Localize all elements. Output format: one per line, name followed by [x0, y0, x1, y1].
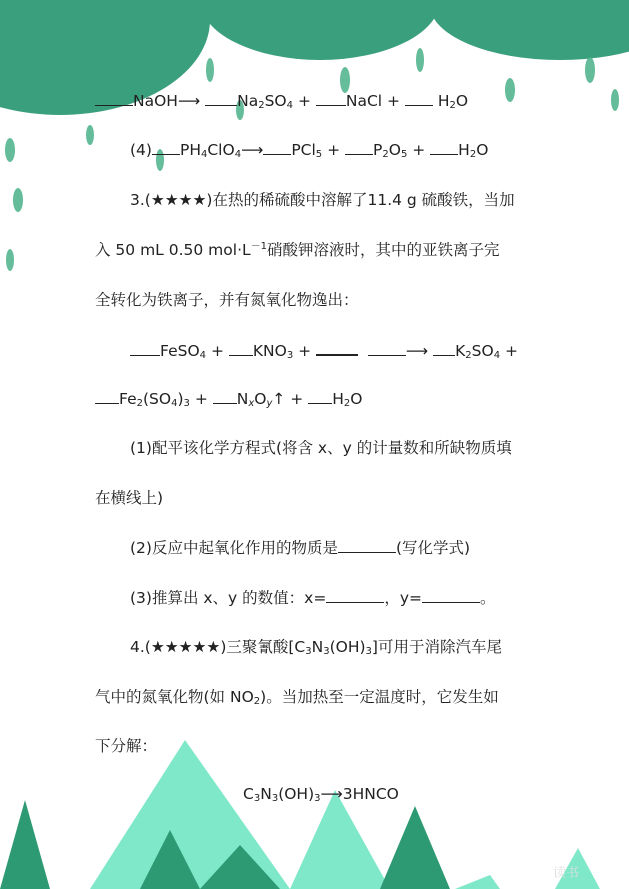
sub-question-1-cont: 在横线上)	[95, 489, 164, 507]
question-4-text: 4.(★★★★★)三聚氰酸$[C_3N_3(OH)_3]$可用于消除汽车尾	[130, 638, 502, 657]
question-4-text-2: 气中的氮氧化物(如 $NO_2$)。当加热至一定温度时，它发生如	[95, 688, 499, 707]
equation-decomposition: $C_3N_3(OH)_3⟶3HNCO$	[243, 785, 399, 804]
question-4-text-3: 下分解：	[95, 737, 158, 755]
equation-line-naoh: NaOH⟶ $Na_2SO_4$ + NaCl + $H_2O$	[95, 91, 468, 111]
equation-feso4-line-2: $Fe_2(SO_4)_3$ + $N_xO_y↑ + H_2O$	[95, 389, 362, 409]
equation-feso4-line-1: FeSO$_4$ + $KNO_3$ + ⟶ $K_2SO_4$ +	[130, 340, 518, 361]
equation-line-4: (4) $PH_4ClO_4⟶$ $PCl_5 + P_2O_5 + H_2O$	[130, 141, 489, 160]
sub-question-2: (2)反应中起氧化作用的物质是 (写化学式)	[130, 539, 471, 557]
question-3-text: 3.(★★★★)在热的稀硫酸中溶解了11.4 g 硫酸铁，当加	[130, 191, 515, 209]
question-3-text-2: 入 50 mL 0.50 $mol\cdot L^{-1}$硝酸钾溶液时，其中的亚铁离子完	[95, 240, 500, 259]
sub-question-1: (1)配平该化学方程式(将含 x、y 的计量数和所缺物质填	[130, 439, 512, 457]
sub-question-3: (3)推算出 x、y 的数值：x= ，y= 。	[130, 589, 496, 607]
watermark: 读书	[553, 866, 580, 881]
question-3-text-3: 全转化为铁离子，并有氮氧化物逸出：	[95, 291, 359, 309]
